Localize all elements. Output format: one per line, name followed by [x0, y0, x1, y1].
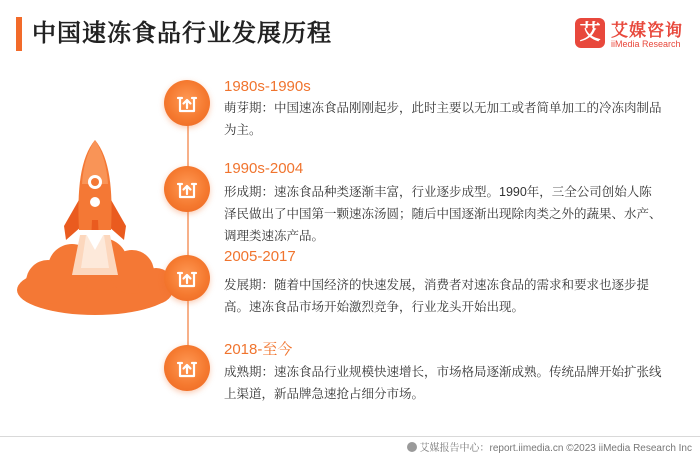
footer-source [407, 439, 692, 454]
rocket-launch-icon [10, 140, 180, 320]
timeline-description: 萌芽期：中国速冻食品刚刚起步，此时主要以无加工或者简单加工的冷冻肉制品为主。 [224, 101, 662, 137]
logo-subtitle: iiMedia Research [611, 39, 681, 49]
timeline-description: 形成期：速冻食品种类逐渐丰富，行业逐步成型。1990年，三全公司创始人陈泽民做出了中国第一颗速冻汤圆；随后中国逐渐出现除肉类之外的蔬果、水产、调理类速冻产品。 [224, 185, 662, 243]
logo-name: 艾媒咨询 [611, 21, 683, 40]
box-up-arrow-icon [175, 266, 199, 290]
timeline-period: 2005-2017 [224, 248, 296, 265]
box-up-arrow-icon [175, 356, 199, 380]
milestone-icon [164, 80, 210, 126]
box-up-arrow-icon [175, 177, 199, 201]
milestone-icon [164, 345, 210, 391]
milestone-icon [164, 255, 210, 301]
milestone-icon [164, 166, 210, 212]
logo-mark-icon: 艾 [575, 18, 605, 48]
title-accent-bar [16, 17, 22, 51]
timeline-period: 1990s-2004 [224, 160, 304, 177]
footer-divider [0, 436, 700, 437]
timeline-description: 成熟期：速冻食品行业规模快速增长，市场格局逐渐成熟。传统品牌开始扩张线上渠道，新品牌急速抢占细分市场。 [224, 365, 662, 401]
footer-source-text: 艾媒报告中心：report.iimedia.cn ©2023 iiMedia Research Inc [419, 443, 692, 454]
brand-logo [575, 14, 693, 56]
report-center-icon [407, 442, 417, 452]
page-title: 中国速冻食品行业发展历程 [32, 20, 332, 47]
box-up-arrow-icon [175, 91, 199, 115]
timeline-period: 2018-至今 [224, 341, 293, 358]
timeline-period: 1980s-1990s [224, 78, 311, 95]
timeline-line [187, 100, 189, 382]
timeline-description: 发展期：随着中国经济的快速发展，消费者对速冻食品的需求和要求也逐步提高。速冻食品市场开始激烈竞争，行业龙头开始出现。 [224, 278, 650, 314]
